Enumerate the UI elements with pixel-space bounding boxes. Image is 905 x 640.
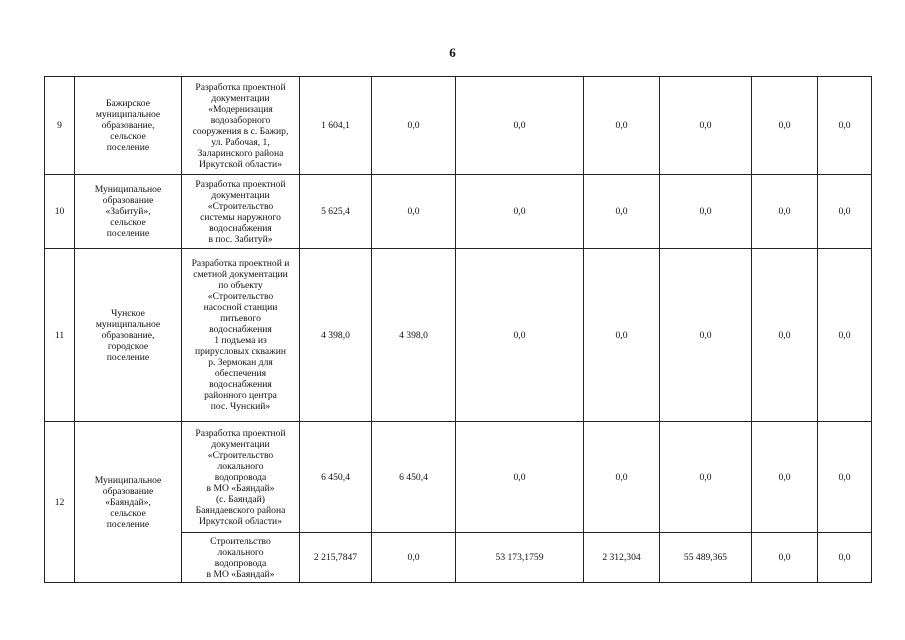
value-cell: 6 450,4 — [300, 422, 372, 533]
value-cell: 6 450,4 — [372, 422, 456, 533]
value-cell: 4 398,0 — [372, 249, 456, 422]
value-cell: 0,0 — [584, 77, 660, 175]
project-description: Разработка проектной документации «Строительство локального водопровода в МО «Баяндай» (с. Баяндай) Баяндаевского района Иркутской области» — [182, 422, 300, 533]
project-description: Разработка проектной документации «Строительство системы наружного водоснабжения в пос. Забитуй» — [182, 175, 300, 249]
value-cell: 0,0 — [818, 422, 872, 533]
value-cell: 0,0 — [660, 249, 752, 422]
organization-cell: Муниципальное образование «Забитуй», сельское поселение — [75, 175, 182, 249]
value-cell: 0,0 — [752, 249, 818, 422]
value-cell: 0,0 — [584, 175, 660, 249]
table-row — [45, 77, 872, 175]
value-cell: 0,0 — [752, 175, 818, 249]
value-cell: 4 398,0 — [300, 249, 372, 422]
funding-table — [44, 76, 872, 583]
value-cell: 0,0 — [584, 249, 660, 422]
value-cell: 0,0 — [660, 175, 752, 249]
value-cell: 0,0 — [752, 533, 818, 583]
value-cell: 1 604,1 — [300, 77, 372, 175]
row-number: 12 — [45, 422, 75, 583]
organization-cell: Бажирское муниципальное образование, сельское поселение — [75, 77, 182, 175]
value-cell: 0,0 — [456, 175, 584, 249]
value-cell: 0,0 — [372, 77, 456, 175]
value-cell: 0,0 — [456, 249, 584, 422]
value-cell: 0,0 — [818, 175, 872, 249]
project-description: Строительство локального водопровода в МО «Баяндай» — [182, 533, 300, 583]
value-cell: 0,0 — [660, 422, 752, 533]
value-cell: 0,0 — [818, 249, 872, 422]
value-cell: 55 489,365 — [660, 533, 752, 583]
value-cell: 0,0 — [818, 77, 872, 175]
project-description: Разработка проектной и сметной документации по объекту «Строительство насосной станции питьевого водоснабжения 1 подъема из прирусловых скважин р. Зермокан для обеспечения водоснабжения районного центра пос. Чунский» — [182, 249, 300, 422]
value-cell: 0,0 — [372, 175, 456, 249]
table-row — [45, 175, 872, 249]
value-cell: 5 625,4 — [300, 175, 372, 249]
value-cell: 53 173,1759 — [456, 533, 584, 583]
row-number: 9 — [45, 77, 75, 175]
value-cell: 0,0 — [660, 77, 752, 175]
value-cell: 2 312,304 — [584, 533, 660, 583]
value-cell: 0,0 — [752, 422, 818, 533]
value-cell: 0,0 — [584, 422, 660, 533]
organization-cell: Чунское муниципальное образование, городское поселение — [75, 249, 182, 422]
table-row — [45, 249, 872, 422]
page-number: 6 — [449, 45, 456, 60]
value-cell: 2 215,7847 — [300, 533, 372, 583]
value-cell: 0,0 — [456, 77, 584, 175]
value-cell: 0,0 — [752, 77, 818, 175]
project-description: Разработка проектной документации «Модернизация водозаборного сооружения в с. Бажир, ул. Рабочая, 1, Заларинского района Иркутской области» — [182, 77, 300, 175]
value-cell: 0,0 — [372, 533, 456, 583]
value-cell: 0,0 — [818, 533, 872, 583]
row-number: 10 — [45, 175, 75, 249]
row-number: 11 — [45, 249, 75, 422]
value-cell: 0,0 — [456, 422, 584, 533]
organization-cell: Муниципальное образование «Баяндай», сельское поселение — [75, 422, 182, 583]
table-row — [45, 422, 872, 533]
